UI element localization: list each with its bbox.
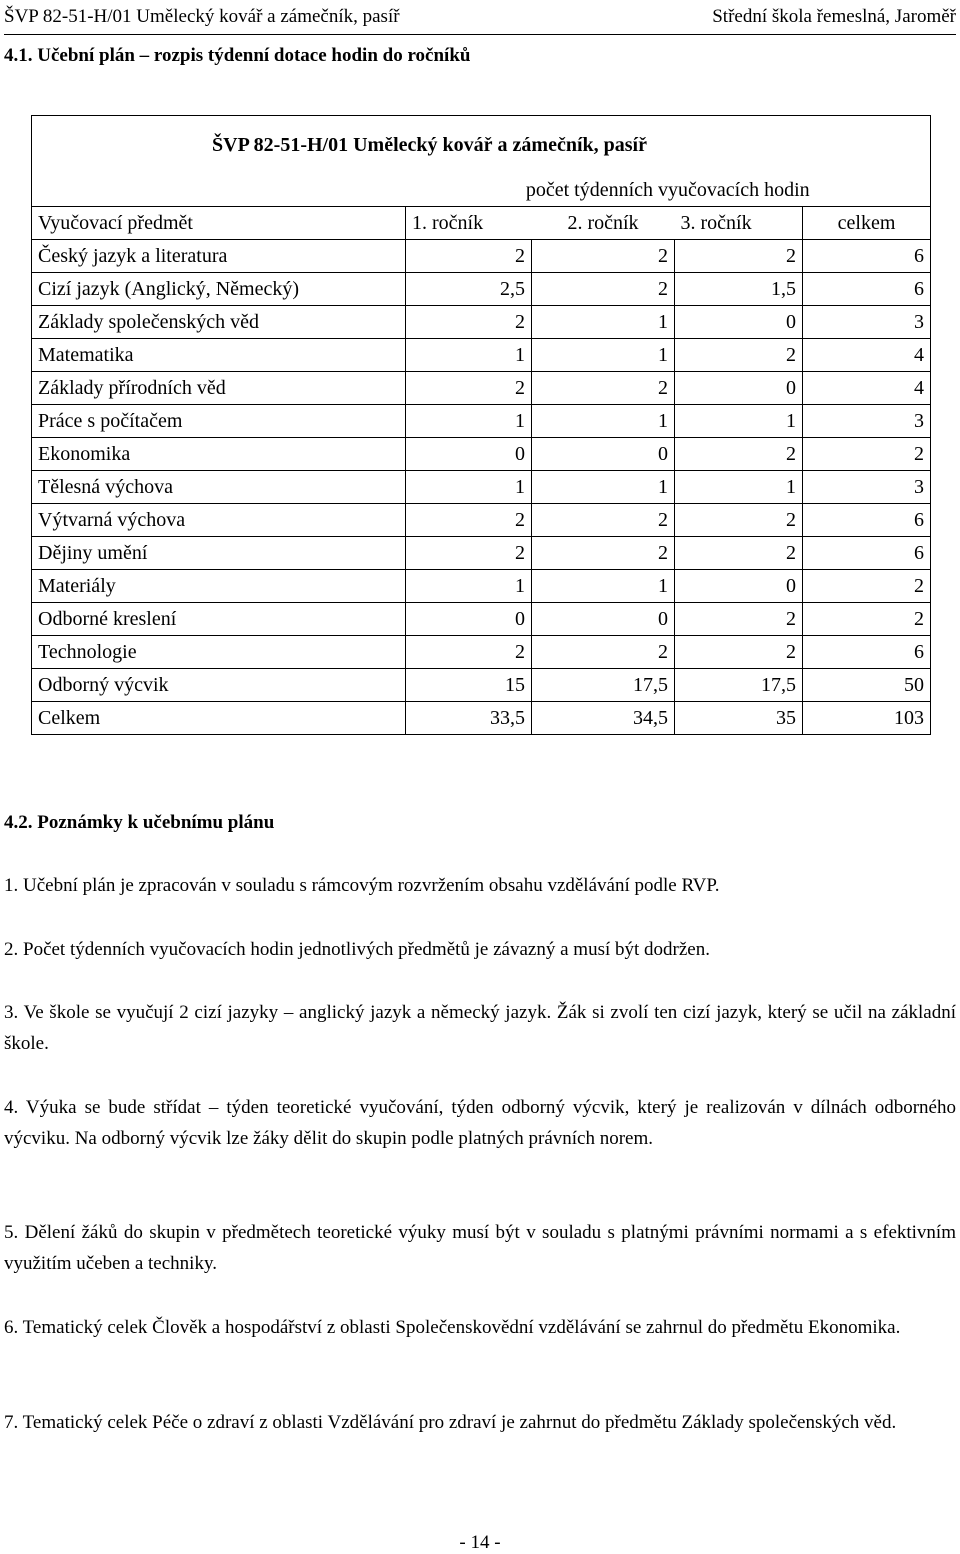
hours-cell: 1 — [532, 570, 675, 603]
column-header: 3. ročník — [675, 207, 803, 240]
hours-cell: 2 — [406, 504, 532, 537]
column-header: celkem — [803, 207, 931, 240]
table-row — [32, 339, 931, 372]
hours-cell: 2 — [675, 339, 803, 372]
column-header: 2. ročník — [532, 207, 675, 240]
section-heading-4-2: 4.2. Poznámky k učebnímu plánu — [4, 812, 275, 833]
table-row — [32, 273, 931, 306]
subject-name-cell: Práce s počítačem — [32, 405, 406, 438]
note-item: 3. Ve škole se vyučují 2 cizí jazyky – anglický jazyk a německý jazyk. Žák si zvolí ten cizí jazyk, který se učil na základní škole. — [4, 1002, 956, 1054]
table-header-row — [32, 207, 931, 240]
hours-cell: 6 — [803, 273, 931, 306]
table-row — [32, 570, 931, 603]
hours-cell: 1 — [406, 339, 532, 372]
subject-name-cell: Český jazyk a literatura — [32, 240, 406, 273]
page-number: - 14 - — [459, 1532, 501, 1553]
hours-cell: 2 — [532, 537, 675, 570]
hours-cell: 2 — [675, 240, 803, 273]
header-divider — [4, 34, 956, 35]
table-title: ŠVP 82-51-H/01 Umělecký kovář a zámečník, pasíř — [32, 116, 931, 175]
hours-cell: 3 — [803, 471, 931, 504]
hours-cell: 2 — [675, 603, 803, 636]
table-row — [32, 405, 931, 438]
note-item: 6. Tematický celek Člověk a hospodářství z oblasti Společenskovědní vzdělávání se zahrnul do předmětu Ekonomika. — [4, 1317, 901, 1338]
hours-cell: 0 — [675, 570, 803, 603]
hours-cell: 2 — [675, 504, 803, 537]
subject-name-cell: Materiály — [32, 570, 406, 603]
note-item: 4. Výuka se bude střídat – týden teoretické vyučování, týden odborný výcvik, který je realizován v dílnách odborného výcviku. Na odborný výcvik lze žáky dělit do skupin podle platných právních norem. — [4, 1097, 956, 1149]
hours-cell: 2 — [532, 273, 675, 306]
hours-cell: 2 — [675, 636, 803, 669]
hours-cell: 3 — [803, 306, 931, 339]
table-row — [32, 438, 931, 471]
hours-cell: 6 — [803, 636, 931, 669]
header-document-title: ŠVP 82-51-H/01 Umělecký kovář a zámečník, pasíř — [4, 6, 400, 27]
hours-cell: 0 — [406, 438, 532, 471]
hours-cell: 6 — [803, 504, 931, 537]
hours-cell: 2 — [406, 306, 532, 339]
subject-name-cell: Celkem — [32, 702, 406, 735]
hours-cell: 6 — [803, 537, 931, 570]
column-header: 1. ročník — [406, 207, 532, 240]
hours-cell: 2 — [406, 537, 532, 570]
hours-cell: 2,5 — [406, 273, 532, 306]
hours-cell: 1 — [406, 570, 532, 603]
subject-name-cell: Výtvarná výchova — [32, 504, 406, 537]
subject-name-cell: Ekonomika — [32, 438, 406, 471]
curriculum-table — [31, 115, 931, 735]
subject-name-cell: Odborný výcvik — [32, 669, 406, 702]
hours-cell: 2 — [406, 636, 532, 669]
hours-cell: 15 — [406, 669, 532, 702]
hours-cell: 2 — [803, 570, 931, 603]
table-row — [32, 669, 931, 702]
hours-cell: 103 — [803, 702, 931, 735]
hours-cell: 1 — [406, 471, 532, 504]
table-subtitle: počet týdenních vyučovacích hodin — [406, 174, 931, 207]
subject-name-cell: Odborné kreslení — [32, 603, 406, 636]
hours-cell: 0 — [675, 306, 803, 339]
hours-cell: 2 — [532, 372, 675, 405]
subject-name-cell: Dějiny umění — [32, 537, 406, 570]
hours-cell: 50 — [803, 669, 931, 702]
hours-cell: 17,5 — [532, 669, 675, 702]
hours-cell: 2 — [675, 537, 803, 570]
hours-cell: 0 — [532, 438, 675, 471]
hours-cell: 4 — [803, 339, 931, 372]
hours-cell: 2 — [532, 504, 675, 537]
hours-cell: 2 — [803, 603, 931, 636]
hours-cell: 1,5 — [675, 273, 803, 306]
hours-cell: 2 — [406, 372, 532, 405]
column-header: Vyučovací předmět — [32, 207, 406, 240]
table-row — [32, 372, 931, 405]
hours-cell: 1 — [675, 405, 803, 438]
hours-cell: 35 — [675, 702, 803, 735]
hours-cell: 2 — [803, 438, 931, 471]
note-item: 1. Učební plán je zpracován v souladu s rámcovým rozvržením obsahu vzdělávání podle RVP. — [4, 875, 720, 896]
hours-cell: 2 — [532, 240, 675, 273]
table-row — [32, 537, 931, 570]
hours-cell: 1 — [532, 306, 675, 339]
subject-name-cell: Základy přírodních věd — [32, 372, 406, 405]
table-row — [32, 603, 931, 636]
hours-cell: 1 — [675, 471, 803, 504]
hours-cell: 34,5 — [532, 702, 675, 735]
hours-cell: 0 — [675, 372, 803, 405]
subtitle-spacer — [32, 174, 406, 207]
table-row — [32, 306, 931, 339]
hours-cell: 3 — [803, 405, 931, 438]
header-school-name: Střední škola řemeslná, Jaroměř — [712, 6, 956, 27]
table-row — [32, 471, 931, 504]
hours-cell: 17,5 — [675, 669, 803, 702]
page-header — [4, 6, 956, 32]
hours-cell: 1 — [532, 471, 675, 504]
subject-name-cell: Technologie — [32, 636, 406, 669]
hours-cell: 2 — [532, 636, 675, 669]
note-item: 2. Počet týdenních vyučovacích hodin jednotlivých předmětů je závazný a musí být dodržen. — [4, 939, 710, 960]
section-heading-4-1: 4.1. Učební plán – rozpis týdenní dotace hodin do ročníků — [4, 45, 471, 66]
hours-cell: 4 — [803, 372, 931, 405]
table-row — [32, 504, 931, 537]
table-subtitle-row — [32, 174, 931, 207]
table-row — [32, 240, 931, 273]
subject-name-cell: Základy společenských věd — [32, 306, 406, 339]
hours-cell: 2 — [406, 240, 532, 273]
subject-name-cell: Matematika — [32, 339, 406, 372]
hours-cell: 33,5 — [406, 702, 532, 735]
table-row — [32, 702, 931, 735]
table-title-row — [32, 116, 931, 175]
note-item: 5. Dělení žáků do skupin v předmětech teoretické výuky musí být v souladu s platnými právními normami a s efektivním využitím učeben a techniky. — [4, 1222, 956, 1274]
hours-cell: 0 — [532, 603, 675, 636]
hours-cell: 6 — [803, 240, 931, 273]
hours-cell: 1 — [532, 339, 675, 372]
hours-cell: 1 — [532, 405, 675, 438]
subject-name-cell: Cizí jazyk (Anglický, Německý) — [32, 273, 406, 306]
hours-cell: 0 — [406, 603, 532, 636]
hours-cell: 2 — [675, 438, 803, 471]
subject-name-cell: Tělesná výchova — [32, 471, 406, 504]
table-row — [32, 636, 931, 669]
hours-cell: 1 — [406, 405, 532, 438]
note-item: 7. Tematický celek Péče o zdraví z oblasti Vzdělávání pro zdraví je zahrnut do předmětu Základy společenských věd. — [4, 1412, 897, 1433]
